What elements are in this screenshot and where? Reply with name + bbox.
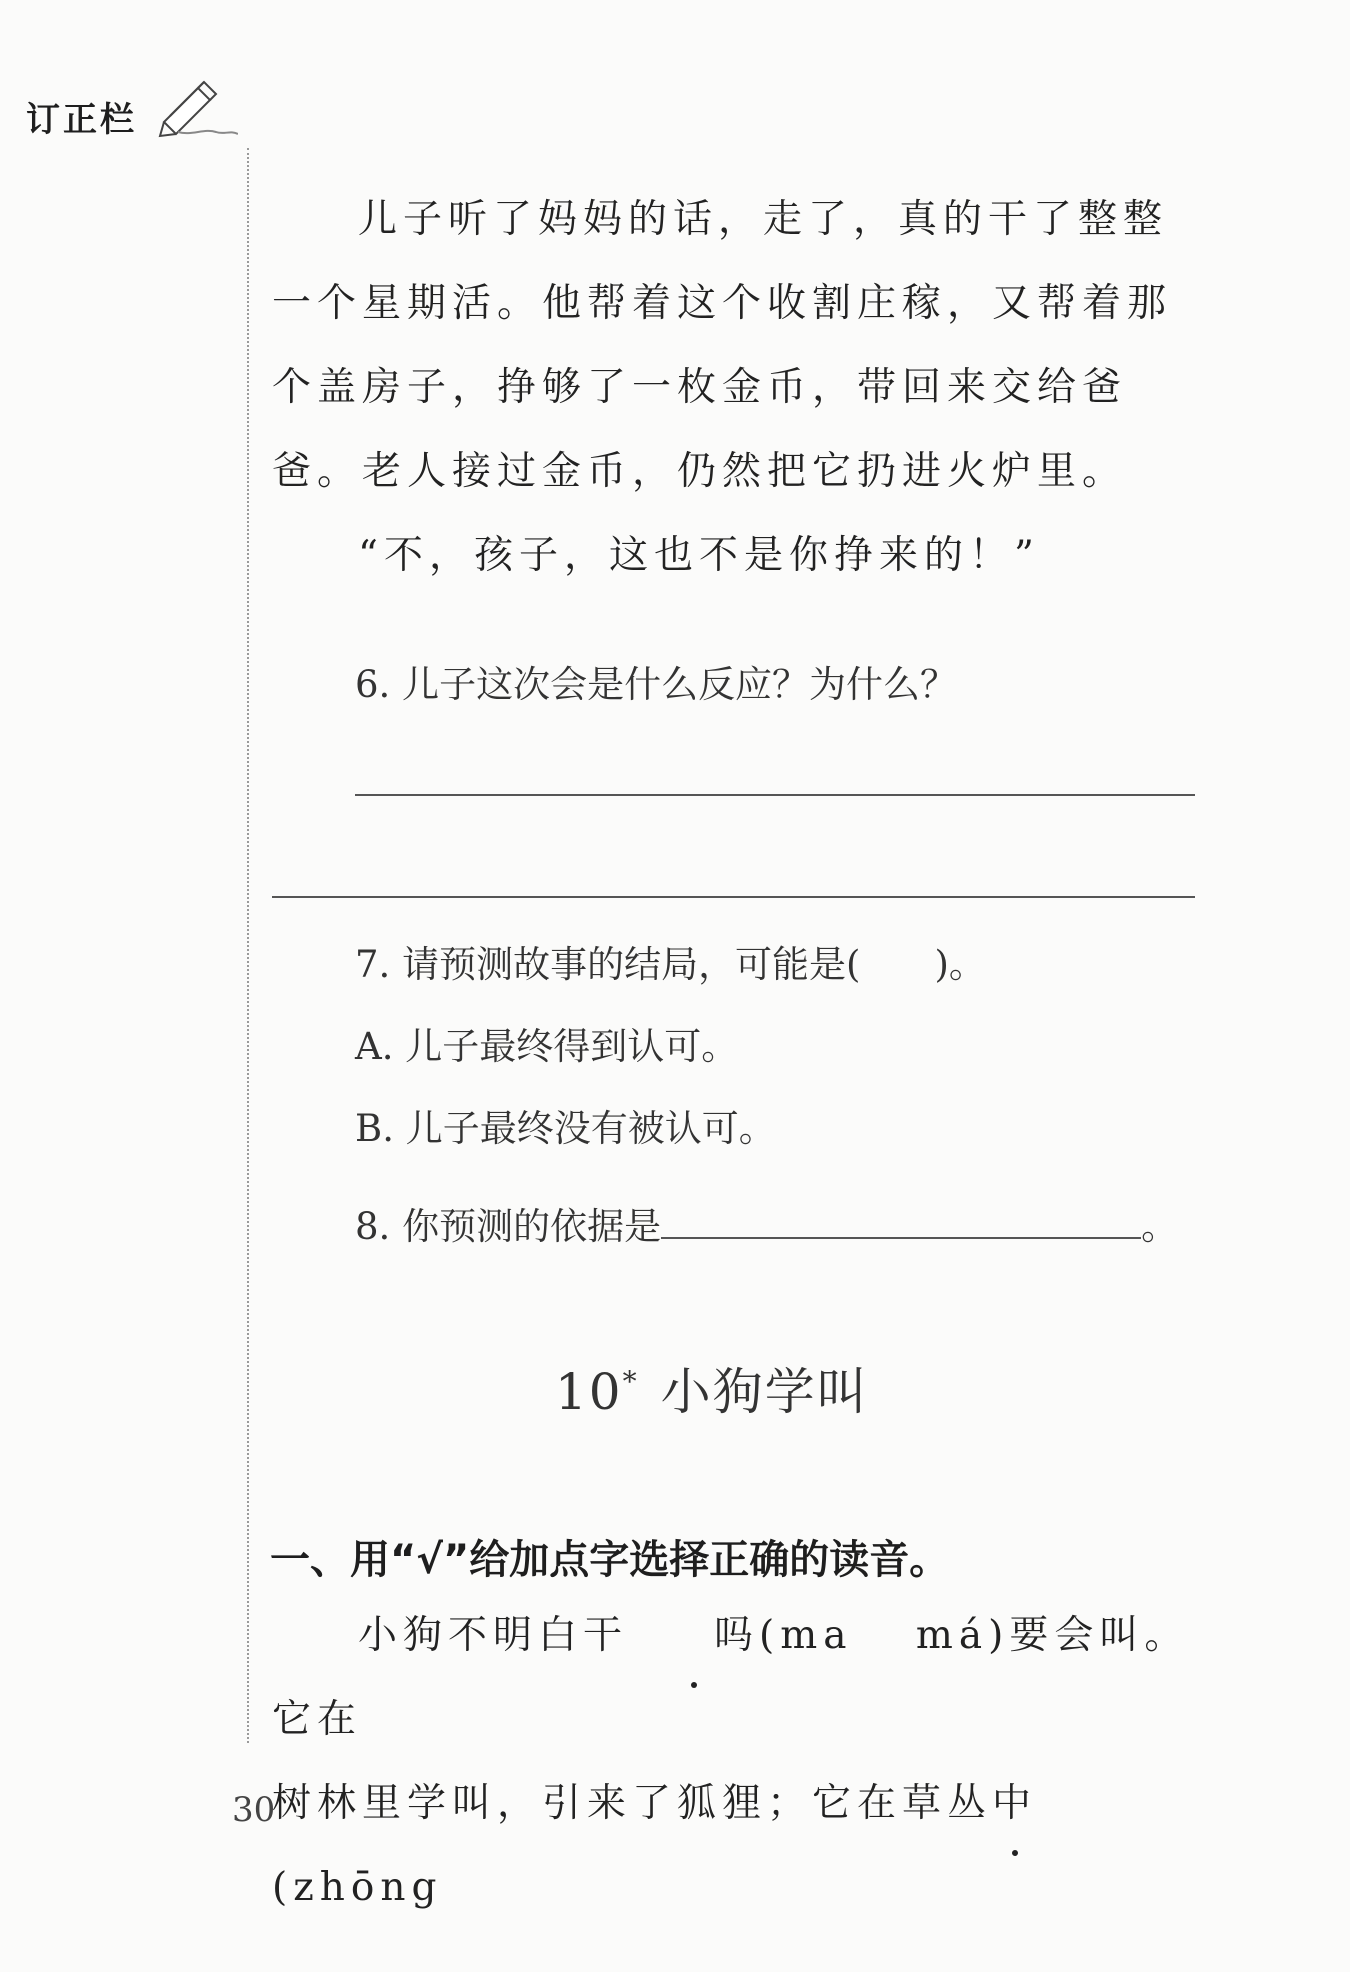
correction-column-label: 订正栏 bbox=[26, 100, 137, 140]
question-7: 7. 请预测故事的结局，可能是( )。 bbox=[355, 943, 986, 986]
answer-line-q6-2[interactable] bbox=[272, 896, 1195, 898]
question-8-prompt: 8. 你预测的依据是 bbox=[355, 1205, 662, 1248]
answer-blank-q8[interactable] bbox=[661, 1201, 1141, 1239]
question-7-option-a[interactable]: A. 儿子最终得到认可。 bbox=[355, 1025, 739, 1068]
line-2-pinyin-choice[interactable]: (zhōng bbox=[272, 1865, 443, 1910]
line-2-text-before: 树林里学叫，引来了狐狸；它在草丛 bbox=[272, 1781, 993, 1826]
lesson-number: 10 bbox=[555, 1363, 623, 1421]
question-8-end: 。 bbox=[1141, 1205, 1179, 1248]
pencil-icon bbox=[158, 78, 238, 138]
section-1-text bbox=[272, 1594, 1202, 1930]
dotted-char-zhong: 中 bbox=[992, 1762, 1037, 1846]
dotted-char-ma: 吗 bbox=[628, 1594, 759, 1678]
section-1-heading: 一、用“√”给加点字选择正确的读音。 bbox=[270, 1537, 950, 1583]
lesson-title bbox=[555, 1352, 869, 1424]
story-passage bbox=[272, 178, 1202, 598]
passage-paragraph-1: 儿子听了妈妈的话，走了，真的干了整整一个星期活。他帮着这个收割庄稼，又帮着那个盖房子，挣够了一枚金币，带回来交给爸爸。老人接过金币，仍然把它扔进火炉里。 bbox=[272, 197, 1173, 494]
answer-line-q6-1[interactable] bbox=[355, 794, 1195, 796]
question-8 bbox=[355, 1196, 1178, 1250]
question-6: 6. 儿子这次会是什么反应？为什么？ bbox=[355, 663, 958, 706]
question-7-option-b[interactable]: B. 儿子最终没有被认可。 bbox=[355, 1107, 776, 1150]
line-1-pinyin-choice[interactable]: (ma má)要会叫。它在 bbox=[272, 1613, 1190, 1742]
passage-paragraph-2: “不，孩子，这也不是你挣来的！” bbox=[358, 533, 1040, 578]
section-1-line-1 bbox=[272, 1594, 1202, 1762]
page-number: 30 bbox=[232, 1790, 276, 1830]
line-1-text-before: 小狗不明白干 bbox=[358, 1613, 629, 1658]
section-1-line-2 bbox=[272, 1762, 1202, 1930]
lesson-marker: * bbox=[622, 1365, 639, 1399]
lesson-name: 小狗学叫 bbox=[660, 1363, 869, 1421]
margin-divider bbox=[247, 148, 249, 1743]
